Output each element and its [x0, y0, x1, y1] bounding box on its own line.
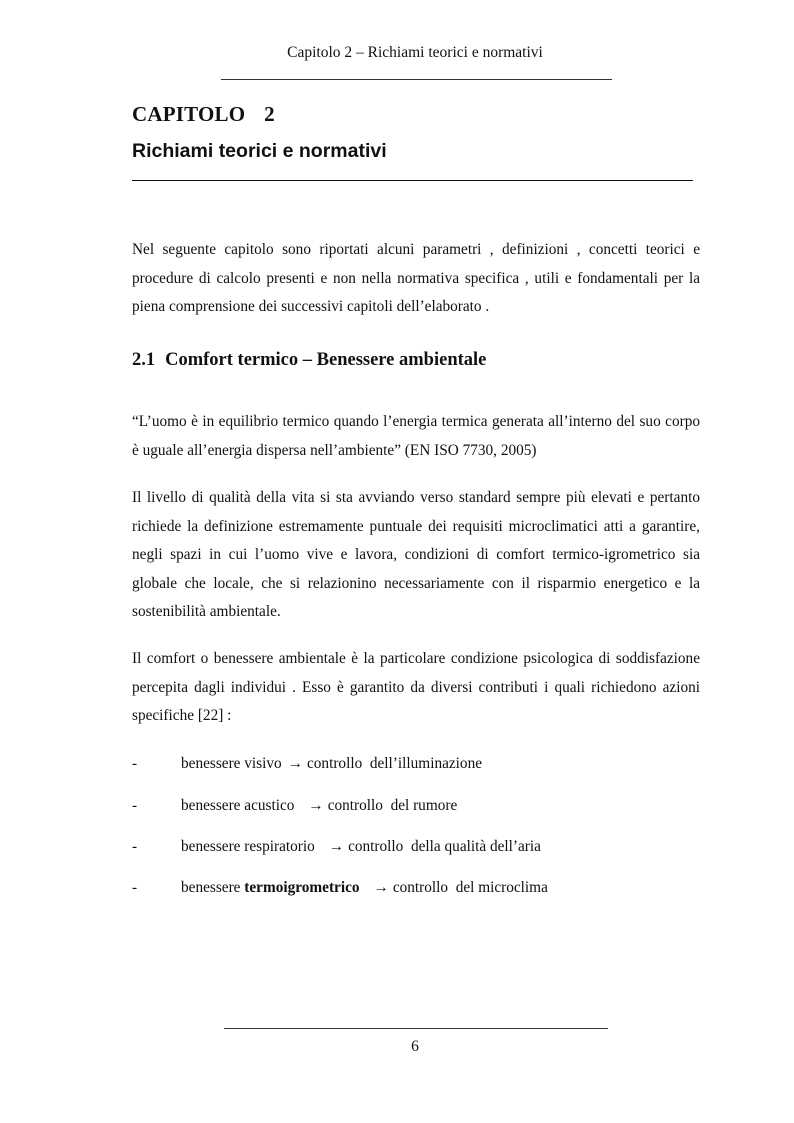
arrow-icon: → — [308, 797, 324, 814]
list-item-bold-term: termoigrometrico — [244, 879, 360, 896]
list-item-control: controllo del rumore — [327, 797, 458, 814]
chapter-rule — [132, 180, 693, 181]
list-dash: - — [132, 879, 138, 896]
section-title: Comfort termico – Benessere ambientale — [165, 350, 487, 370]
section-heading — [132, 350, 486, 371]
arrow-icon: → — [328, 838, 345, 855]
chapter-label: CAPITOLO 2 — [132, 102, 275, 126]
section-number: 2.1 — [132, 350, 156, 370]
list-item-control: controllo del microclima — [392, 879, 548, 896]
body-paragraph-2: Il livello di qualità della vita si sta avviando verso standard sempre più elevati e pertanto richiede la definizione estremamente puntuale dei requisiti microclimatici atti a garantire, negli spazi in cui l’uomo vive e lavora, condizioni di comfort termico-igrometrico sia globale che locale, che si relazionino necessariamente con il risparmio energetico e la sostenibilità ambientale. — [132, 489, 700, 620]
list-dash: - — [132, 838, 138, 855]
arrow-icon: → — [373, 879, 389, 896]
list-item-control: controllo dell’illuminazione — [306, 755, 483, 772]
list-item-label: benessere respiratorio — [181, 838, 315, 855]
header-rule — [221, 79, 612, 80]
intro-paragraph: Nel seguente capitolo sono riportati alcuni parametri , definizioni , concetti teorici e procedure di calcolo presenti e non nella normativa specifica , utili e fondamentali per la piena comprensione dei successivi capitoli dell’elaborato . — [132, 241, 700, 315]
chapter-title: Richiami teorici e normativi — [132, 140, 387, 162]
quote-paragraph: “L’uomo è in equilibrio termico quando l’energia termica generata all’interno del suo corpo è uguale all’energia dispersa nell’ambiente” (EN ISO 7730, 2005) — [132, 413, 700, 459]
running-header: Capitolo 2 – Richiami teorici e normativi — [287, 44, 543, 61]
body-paragraph-3: Il comfort o benessere ambientale è la particolare condizione psicologica di soddisfazione percepita dagli individui . Esso è garantito da diversi contributi i quali richiedono azioni specifiche [22] : — [132, 650, 700, 724]
list-item-label: benessere visivo — [181, 755, 282, 772]
list-item-label: benessere acustico — [181, 797, 295, 814]
list-item-label: benessere — [181, 879, 241, 896]
page-number: 6 — [411, 1038, 419, 1055]
arrow-icon: → — [287, 755, 303, 772]
list-dash: - — [132, 797, 138, 814]
list-item-control: controllo della qualità dell’aria — [348, 838, 541, 855]
list-dash: - — [132, 755, 138, 772]
footer-rule — [224, 1028, 608, 1029]
